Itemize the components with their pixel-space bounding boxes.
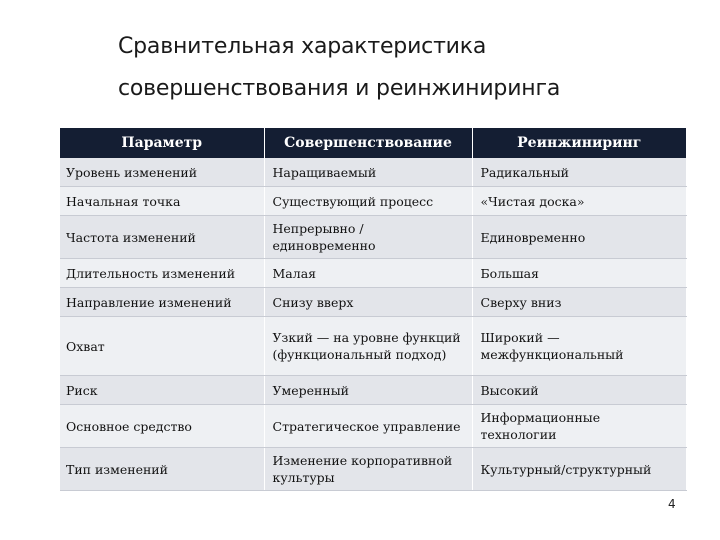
cell-parameter: Основное средство — [60, 405, 264, 448]
cell-reengineering: Радикальный — [472, 158, 686, 187]
cell-improvement: Узкий — на уровне функций (функциональный подход) — [264, 317, 472, 376]
cell-reengineering: Культурный/структурный — [472, 448, 686, 491]
title-line-2: совершенствования и реинжиниринга — [118, 76, 561, 101]
cell-parameter: Риск — [60, 376, 264, 405]
table-row — [60, 216, 686, 259]
cell-parameter: Тип изменений — [60, 448, 264, 491]
cell-reengineering: Информационные технологии — [472, 405, 686, 448]
cell-reengineering: Сверху вниз — [472, 288, 686, 317]
cell-improvement: Снизу вверх — [264, 288, 472, 317]
cell-parameter: Частота изменений — [60, 216, 264, 259]
header-improvement: Совершенствование — [264, 128, 472, 158]
cell-parameter: Направление изменений — [60, 288, 264, 317]
table-row — [60, 405, 686, 448]
cell-parameter: Охват — [60, 317, 264, 376]
page-number: 4 — [668, 497, 676, 511]
cell-parameter: Начальная точка — [60, 187, 264, 216]
table-row — [60, 317, 686, 376]
cell-parameter: Длительность изменений — [60, 259, 264, 288]
table-row — [60, 288, 686, 317]
table-row — [60, 158, 686, 187]
cell-improvement: Существующий процесс — [264, 187, 472, 216]
table-row — [60, 448, 686, 491]
table-row — [60, 259, 686, 288]
cell-improvement: Непрерывно /единовременно — [264, 216, 472, 259]
table-header-row — [60, 128, 686, 158]
title-line-1: Сравнительная характеристика — [118, 34, 487, 59]
cell-improvement: Наращиваемый — [264, 158, 472, 187]
cell-improvement: Малая — [264, 259, 472, 288]
slide-title — [118, 26, 698, 110]
cell-improvement: Умеренный — [264, 376, 472, 405]
cell-reengineering: Высокий — [472, 376, 686, 405]
table-row — [60, 187, 686, 216]
table-row — [60, 376, 686, 405]
cell-reengineering: Большая — [472, 259, 686, 288]
cell-improvement: Стратегическое управление — [264, 405, 472, 448]
cell-reengineering: «Чистая доска» — [472, 187, 686, 216]
cell-reengineering: Широкий — межфункциональный — [472, 317, 686, 376]
cell-improvement: Изменение корпоративной культуры — [264, 448, 472, 491]
header-parameter: Параметр — [60, 128, 264, 158]
header-reengineering: Реинжиниринг — [472, 128, 686, 158]
comparison-table — [60, 128, 687, 491]
cell-parameter: Уровень изменений — [60, 158, 264, 187]
cell-reengineering: Единовременно — [472, 216, 686, 259]
